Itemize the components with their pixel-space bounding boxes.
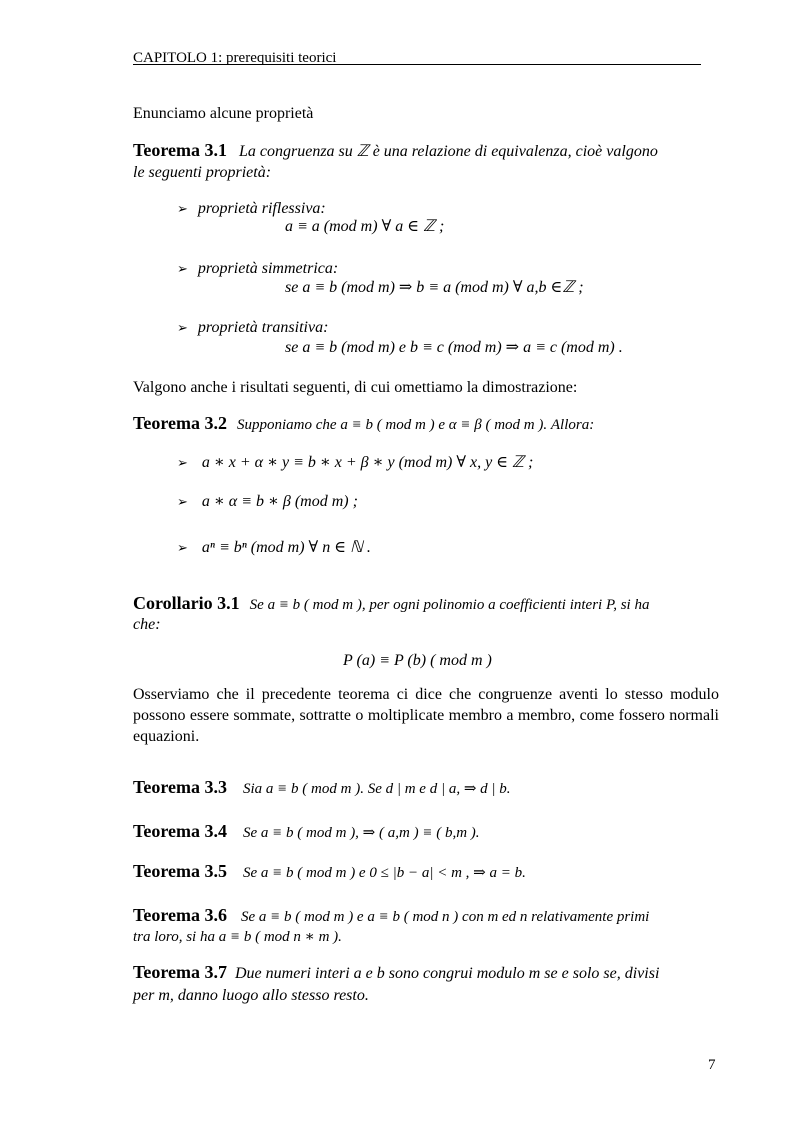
property-formula: a ≡ a (mod m) ∀ a ∈ ℤ ; (285, 218, 445, 235)
theorem-3-7-label: Teorema 3.7 (133, 962, 227, 982)
corollary-3-1-formula: P (a) ≡ P (b) ( mod m ) (343, 652, 492, 669)
corollary-3-1-text-line2: che: (133, 616, 161, 633)
theorem-3-3 (133, 777, 511, 800)
theorem-3-2-item (177, 452, 533, 473)
theorem-3-1-label: Teorema 3.1 (133, 140, 227, 160)
theorem-3-6-text-line2: tra loro, si ha a ≡ b ( mod n ∗ m ). (133, 929, 342, 945)
theorem-3-2-label: Teorema 3.2 (133, 413, 227, 433)
theorem-3-3-label: Teorema 3.3 (133, 777, 227, 797)
property-name: proprietà transitiva: (197, 319, 329, 336)
theorem-3-2 (133, 413, 594, 436)
header-rule (133, 64, 701, 65)
theorem-3-6 (133, 905, 649, 928)
intro-text: Enunciamo alcune proprietà (133, 105, 314, 122)
theorem-3-4-label: Teorema 3.4 (133, 821, 227, 841)
theorem-3-5-label: Teorema 3.5 (133, 861, 227, 881)
arrow-bullet-icon: ➢ (177, 540, 188, 555)
theorem-3-7 (133, 962, 659, 984)
theorem-3-2-text: Supponiamo che a ≡ b ( mod m ) e α ≡ β ( mod m ). Allora: (237, 417, 595, 433)
theorem-3-2-formula: aⁿ ≡ bⁿ (mod m) ∀ n ∈ ℕ . (201, 539, 371, 556)
theorem-3-2-formula: a ∗ α ≡ b ∗ β (mod m) ; (201, 493, 358, 510)
property-formula: se a ≡ b (mod m) ⇒ b ≡ a (mod m) ∀ a,b ∈ℤ ; (285, 279, 584, 296)
corollary-3-1-text-line1: Se a ≡ b ( mod m ), per ogni polinomio a coefficienti interi P, si ha (249, 597, 650, 613)
running-header: CAPITOLO 1: prerequisiti teorici (133, 50, 337, 66)
theorem-3-7-text-line2: per m, danno luogo allo stesso resto. (133, 987, 369, 1004)
arrow-bullet-icon: ➢ (177, 261, 188, 276)
theorem-3-1 (133, 140, 658, 162)
theorem-3-2-item (177, 537, 371, 558)
arrow-bullet-icon: ➢ (177, 320, 188, 335)
arrow-bullet-icon: ➢ (177, 455, 188, 470)
corollary-3-1-label: Corollario 3.1 (133, 593, 240, 613)
theorem-3-4-text: Se a ≡ b ( mod m ), ⇒ ( a,m ) ≡ ( b,m ). (243, 825, 480, 841)
theorem-3-5 (133, 861, 526, 884)
theorem-3-6-text-line1: Se a ≡ b ( mod m ) e a ≡ b ( mod n ) con m ed n relativamente primi (241, 909, 650, 925)
arrow-bullet-icon: ➢ (177, 494, 188, 509)
theorem-3-7-text-line1: Due numeri interi a e b sono congrui modulo m se e solo se, divisi (235, 965, 660, 982)
observation-paragraph: Osserviamo che il precedente teorema ci dice che congruenze aventi lo stesso modulo possono essere sommate, sottratte o moltiplicate membro a membro, come fossero normali equazioni. (133, 686, 719, 745)
theorem-3-1-text-line1: La congruenza su ℤ è una relazione di equivalenza, cioè valgono (239, 143, 658, 160)
property-transitive (177, 317, 328, 338)
results-intro: Valgono anche i risultati seguenti, di cui omettiamo la dimostrazione: (133, 379, 578, 396)
page-number: 7 (708, 1057, 716, 1073)
theorem-3-6-label: Teorema 3.6 (133, 905, 227, 925)
property-symmetric (177, 258, 338, 279)
theorem-3-2-item (177, 491, 358, 512)
property-name: proprietà simmetrica: (197, 260, 339, 277)
property-name: proprietà riflessiva: (197, 200, 326, 217)
theorem-3-2-formula: a ∗ x + α ∗ y ≡ b ∗ x + β ∗ y (mod m) ∀ x, y ∈ ℤ ; (201, 454, 534, 471)
corollary-3-1 (133, 593, 649, 616)
property-formula: se a ≡ b (mod m) e b ≡ c (mod m) ⇒ a ≡ c (mod m) . (285, 339, 623, 356)
theorem-3-5-text: Se a ≡ b ( mod m ) e 0 ≤ |b − a| < m , ⇒ a = b. (243, 865, 526, 881)
theorem-3-4 (133, 821, 480, 844)
theorem-3-1-text-line2: le seguenti proprietà: (133, 164, 272, 181)
theorem-3-3-text: Sia a ≡ b ( mod m ). Se d | m e d | a, ⇒ d | b. (243, 781, 511, 797)
arrow-bullet-icon: ➢ (177, 201, 188, 216)
